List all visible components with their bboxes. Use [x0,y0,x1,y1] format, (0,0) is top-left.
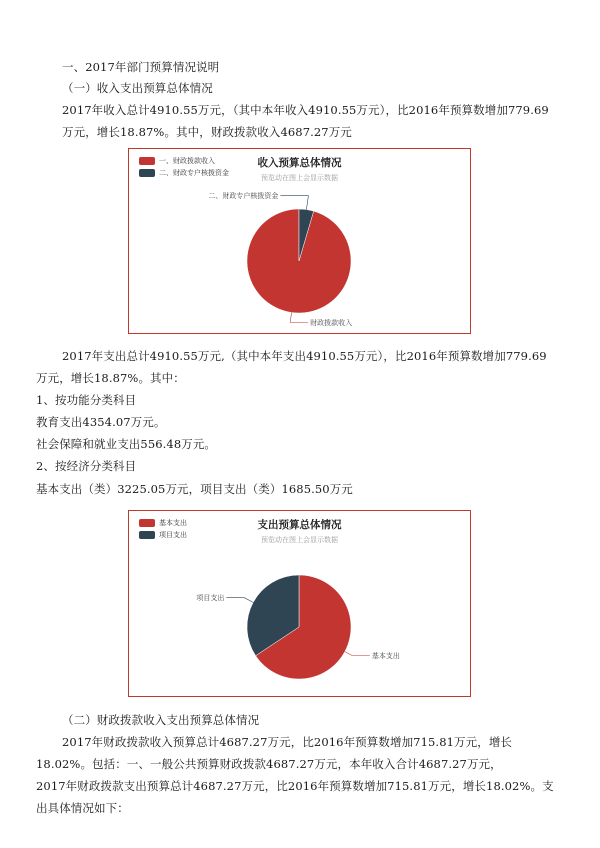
income-pie-svg [129,149,470,333]
income-chart-title: 收入预算总体情况 [257,157,342,169]
income-chart-subtitle: 预览动在图上会显示数据 [261,174,338,182]
expense-chart-subtitle: 预览动在图上会显示数据 [261,536,338,544]
pie-label-line-1 [226,598,253,603]
social-security-expense: 社会保障和就业支出556.48万元。 [36,437,217,451]
economic-class-heading: 2、按经济分类科目 [36,459,137,473]
function-class-heading: 1、按功能分类科目 [36,393,137,407]
fiscal-paragraph-line-2: 18.02%。包括：一、一般公共预算财政拨款4687.27万元，本年收入合计4687.27万元， [36,757,502,771]
pie-label-1: 项目支出 [196,594,225,603]
pie-label-line-0 [290,312,308,322]
subsection-heading-1: （一）收入支出预算总体情况 [62,81,213,95]
pie-label-0: 基本支出 [371,651,400,660]
pie-label-line-1 [280,196,308,210]
fiscal-paragraph-line-4: 出具体情况如下： [36,801,129,815]
fiscal-paragraph-line-1: 2017年财政拨款收入预算总计4687.27万元，比2016年预算数增加715.81万元，增长 [62,735,513,749]
legend-label: 基本支出 [159,519,187,527]
income-paragraph-line-1: 2017年收入总计4910.55万元，（其中本年收入4910.55万元），比2016年预算数增加779.69 [62,103,549,117]
basic-project-expense: 基本支出（类）3225.05万元，项目支出（类）1685.50万元 [36,482,353,496]
fiscal-paragraph-line-3: 2017年财政拨款支出预算总计4687.27万元，比2016年预算数增加715.81万元，增长18.02%。支 [36,779,554,793]
expense-pie-svg [129,511,470,696]
education-expense: 教育支出4354.07万元。 [36,415,166,429]
income-paragraph-line-2: 万元，增长18.87%。其中，财政拨款收入4687.27万元 [62,125,352,139]
expense-chart-title: 支出预算总体情况 [257,519,342,531]
legend-label: 二、财政专户核拨资金 [159,169,229,177]
legend-label: 一、财政拨款收入 [159,157,215,165]
pie-label-line-0 [345,652,370,656]
income-chart [128,148,471,334]
subsection-heading-2: （二）财政拨款收入支出预算总体情况 [62,713,260,727]
legend-label: 项目支出 [159,531,187,539]
pie-label-1: 二、财政专户核拨资金 [208,192,279,201]
expense-chart [128,510,471,697]
section-heading: 一、2017年部门预算情况说明 [62,60,220,74]
pie-label-0: 财政拨款收入 [310,318,353,327]
expense-paragraph-line-1: 2017年支出总计4910.55万元,（其中本年支出4910.55万元），比2016年预算数增加779.69 [62,349,547,363]
expense-paragraph-line-2: 万元，增长18.87%。其中： [36,371,185,385]
